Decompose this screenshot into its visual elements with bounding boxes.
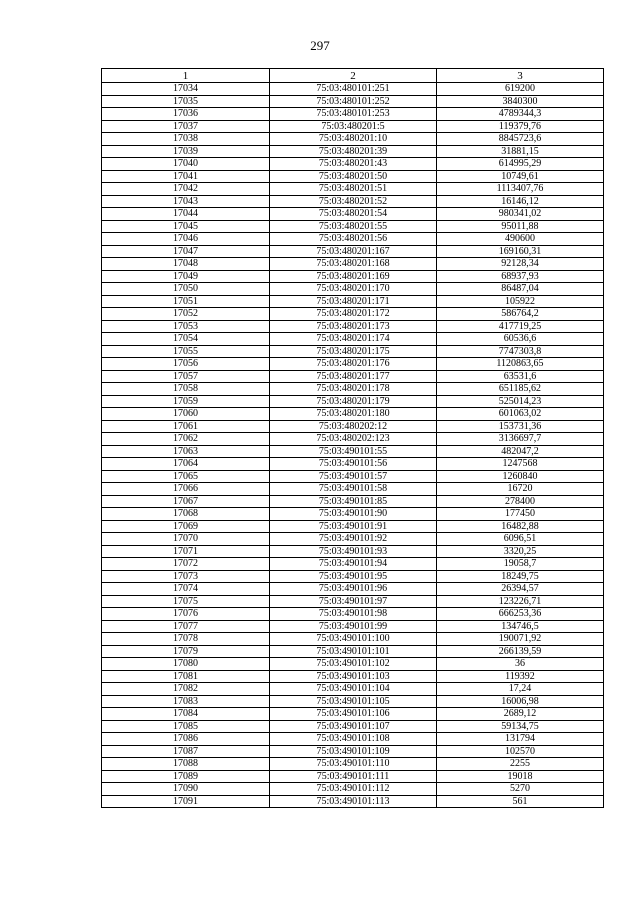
row-number-cell: 17077	[102, 620, 270, 633]
row-number-cell: 17037	[102, 120, 270, 133]
table-row	[102, 358, 604, 371]
row-number-cell: 17052	[102, 308, 270, 321]
cadastral-number-cell: 75:03:490101:108	[270, 733, 437, 746]
value-cell: 123226,71	[437, 595, 604, 608]
value-cell: 1120863,65	[437, 358, 604, 371]
cadastral-number-cell: 75:03:490101:103	[270, 670, 437, 683]
row-number-cell: 17076	[102, 608, 270, 621]
row-number-cell: 17083	[102, 695, 270, 708]
row-number-cell: 17088	[102, 758, 270, 771]
row-number-cell: 17081	[102, 670, 270, 683]
row-number-cell: 17072	[102, 558, 270, 571]
cadastral-number-cell: 75:03:490101:100	[270, 633, 437, 646]
table-row	[102, 120, 604, 133]
cadastral-number-cell: 75:03:490101:98	[270, 608, 437, 621]
table-row	[102, 520, 604, 533]
cadastral-number-cell: 75:03:490101:92	[270, 533, 437, 546]
value-cell: 102570	[437, 745, 604, 758]
cadastral-number-cell: 75:03:490101:56	[270, 458, 437, 471]
value-cell: 60536,6	[437, 333, 604, 346]
cadastral-number-cell: 75:03:490101:91	[270, 520, 437, 533]
table-row	[102, 695, 604, 708]
row-number-cell: 17078	[102, 633, 270, 646]
value-cell: 266139,59	[437, 645, 604, 658]
row-number-cell: 17054	[102, 333, 270, 346]
table-row	[102, 733, 604, 746]
row-number-cell: 17068	[102, 508, 270, 521]
cadastral-number-cell: 75:03:490101:94	[270, 558, 437, 571]
table-row	[102, 283, 604, 296]
row-number-cell: 17047	[102, 245, 270, 258]
value-cell: 119379,76	[437, 120, 604, 133]
row-number-cell: 17048	[102, 258, 270, 271]
cadastral-number-cell: 75:03:490101:97	[270, 595, 437, 608]
table-row	[102, 83, 604, 96]
cadastral-number-cell: 75:03:490101:101	[270, 645, 437, 658]
row-number-cell: 17034	[102, 83, 270, 96]
cadastral-number-cell: 75:03:490101:110	[270, 758, 437, 771]
value-cell: 6096,51	[437, 533, 604, 546]
cadastral-number-cell: 75:03:480201:173	[270, 320, 437, 333]
table-row	[102, 320, 604, 333]
table-row	[102, 458, 604, 471]
row-number-cell: 17062	[102, 433, 270, 446]
row-number-cell: 17091	[102, 795, 270, 808]
table-row	[102, 508, 604, 521]
value-cell: 417719,25	[437, 320, 604, 333]
row-number-cell: 17067	[102, 495, 270, 508]
row-number-cell: 17055	[102, 345, 270, 358]
cadastral-number-cell: 75:03:490101:111	[270, 770, 437, 783]
cadastral-number-cell: 75:03:490101:96	[270, 583, 437, 596]
data-table	[101, 68, 604, 808]
cadastral-number-cell: 75:03:490101:112	[270, 783, 437, 796]
row-number-cell: 17056	[102, 358, 270, 371]
page-number: 297	[310, 38, 330, 53]
row-number-cell: 17043	[102, 195, 270, 208]
cadastral-number-cell: 75:03:490101:104	[270, 683, 437, 696]
value-cell: 190071,92	[437, 633, 604, 646]
table-row	[102, 720, 604, 733]
cadastral-number-cell: 75:03:480201:167	[270, 245, 437, 258]
table-row	[102, 208, 604, 221]
row-number-cell: 17038	[102, 133, 270, 146]
table-row	[102, 470, 604, 483]
table-row	[102, 333, 604, 346]
table-header-row	[102, 69, 604, 83]
row-number-cell: 17066	[102, 483, 270, 496]
row-number-cell: 17035	[102, 95, 270, 108]
row-number-cell: 17087	[102, 745, 270, 758]
row-number-cell: 17090	[102, 783, 270, 796]
table-row	[102, 783, 604, 796]
value-cell: 2255	[437, 758, 604, 771]
value-cell: 68937,93	[437, 270, 604, 283]
table-row	[102, 445, 604, 458]
value-cell: 8845723,6	[437, 133, 604, 146]
row-number-cell: 17046	[102, 233, 270, 246]
value-cell: 614995,29	[437, 158, 604, 171]
cadastral-number-cell: 75:03:490101:57	[270, 470, 437, 483]
cadastral-number-cell: 75:03:480201:172	[270, 308, 437, 321]
cadastral-number-cell: 75:03:490101:58	[270, 483, 437, 496]
value-cell: 10749,61	[437, 170, 604, 183]
cadastral-number-cell: 75:03:480201:51	[270, 183, 437, 196]
table-row	[102, 570, 604, 583]
value-cell: 16720	[437, 483, 604, 496]
value-cell: 1113407,76	[437, 183, 604, 196]
cadastral-number-cell: 75:03:490101:90	[270, 508, 437, 521]
value-cell: 95011,88	[437, 220, 604, 233]
row-number-cell: 17064	[102, 458, 270, 471]
row-number-cell: 17060	[102, 408, 270, 421]
value-cell: 278400	[437, 495, 604, 508]
row-number-cell: 17061	[102, 420, 270, 433]
value-cell: 980341,02	[437, 208, 604, 221]
cadastral-number-cell: 75:03:480201:5	[270, 120, 437, 133]
value-cell: 16482,88	[437, 520, 604, 533]
cadastral-number-cell: 75:03:480101:251	[270, 83, 437, 96]
row-number-cell: 17074	[102, 583, 270, 596]
table-row	[102, 270, 604, 283]
value-cell: 490600	[437, 233, 604, 246]
table-row	[102, 295, 604, 308]
value-cell: 105922	[437, 295, 604, 308]
row-number-cell: 17065	[102, 470, 270, 483]
cadastral-number-cell: 75:03:480201:39	[270, 145, 437, 158]
value-cell: 177450	[437, 508, 604, 521]
row-number-cell: 17075	[102, 595, 270, 608]
table-row	[102, 758, 604, 771]
cadastral-number-cell: 75:03:490101:95	[270, 570, 437, 583]
table-row	[102, 595, 604, 608]
table-row	[102, 220, 604, 233]
value-cell: 1247568	[437, 458, 604, 471]
value-cell: 86487,04	[437, 283, 604, 296]
row-number-cell: 17079	[102, 645, 270, 658]
cadastral-number-cell: 75:03:480201:43	[270, 158, 437, 171]
value-cell: 92128,34	[437, 258, 604, 271]
row-number-cell: 17057	[102, 370, 270, 383]
table-row	[102, 408, 604, 421]
table-row	[102, 558, 604, 571]
row-number-cell: 17051	[102, 295, 270, 308]
row-number-cell: 17086	[102, 733, 270, 746]
table-row	[102, 533, 604, 546]
cadastral-number-cell: 75:03:490101:85	[270, 495, 437, 508]
cadastral-number-cell: 75:03:490101:107	[270, 720, 437, 733]
table-row	[102, 745, 604, 758]
row-number-cell: 17053	[102, 320, 270, 333]
value-cell: 16146,12	[437, 195, 604, 208]
cadastral-number-cell: 75:03:480201:174	[270, 333, 437, 346]
table-row	[102, 308, 604, 321]
row-number-cell: 17084	[102, 708, 270, 721]
table-row	[102, 233, 604, 246]
table-row	[102, 170, 604, 183]
value-cell: 18249,75	[437, 570, 604, 583]
row-number-cell: 17049	[102, 270, 270, 283]
table-row	[102, 133, 604, 146]
value-cell: 666253,36	[437, 608, 604, 621]
cadastral-number-cell: 75:03:480201:56	[270, 233, 437, 246]
table-row	[102, 608, 604, 621]
table-row	[102, 708, 604, 721]
table-row	[102, 495, 604, 508]
row-number-cell: 17070	[102, 533, 270, 546]
table-row	[102, 383, 604, 396]
value-cell: 7747303,8	[437, 345, 604, 358]
value-cell: 3136697,7	[437, 433, 604, 446]
value-cell: 36	[437, 658, 604, 671]
value-cell: 19018	[437, 770, 604, 783]
value-cell: 59134,75	[437, 720, 604, 733]
value-cell: 5270	[437, 783, 604, 796]
cadastral-number-cell: 75:03:480201:10	[270, 133, 437, 146]
value-cell: 16006,98	[437, 695, 604, 708]
table-row	[102, 370, 604, 383]
value-cell: 3320,25	[437, 545, 604, 558]
value-cell: 119392	[437, 670, 604, 683]
cadastral-number-cell: 75:03:480201:54	[270, 208, 437, 221]
cadastral-number-cell: 75:03:480201:180	[270, 408, 437, 421]
table-row	[102, 658, 604, 671]
table-row	[102, 545, 604, 558]
cadastral-number-cell: 75:03:480101:253	[270, 108, 437, 121]
cadastral-number-cell: 75:03:480201:50	[270, 170, 437, 183]
column-header: 1	[102, 69, 270, 83]
value-cell: 482047,2	[437, 445, 604, 458]
value-cell: 63531,6	[437, 370, 604, 383]
cadastral-number-cell: 75:03:480201:178	[270, 383, 437, 396]
row-number-cell: 17080	[102, 658, 270, 671]
row-number-cell: 17036	[102, 108, 270, 121]
value-cell: 619200	[437, 83, 604, 96]
cadastral-number-cell: 75:03:480201:55	[270, 220, 437, 233]
table-row	[102, 108, 604, 121]
column-header: 3	[437, 69, 604, 83]
row-number-cell: 17042	[102, 183, 270, 196]
table-row	[102, 158, 604, 171]
row-number-cell: 17044	[102, 208, 270, 221]
cadastral-number-cell: 75:03:490101:113	[270, 795, 437, 808]
cadastral-number-cell: 75:03:490101:93	[270, 545, 437, 558]
row-number-cell: 17040	[102, 158, 270, 171]
row-number-cell: 17069	[102, 520, 270, 533]
value-cell: 19058,7	[437, 558, 604, 571]
cadastral-number-cell: 75:03:480101:252	[270, 95, 437, 108]
row-number-cell: 17071	[102, 545, 270, 558]
cadastral-number-cell: 75:03:480201:170	[270, 283, 437, 296]
cadastral-number-cell: 75:03:480201:179	[270, 395, 437, 408]
cadastral-number-cell: 75:03:480201:52	[270, 195, 437, 208]
table-row	[102, 195, 604, 208]
cadastral-number-cell: 75:03:490101:102	[270, 658, 437, 671]
table-row	[102, 633, 604, 646]
value-cell: 17,24	[437, 683, 604, 696]
cadastral-number-cell: 75:03:480201:175	[270, 345, 437, 358]
row-number-cell: 17063	[102, 445, 270, 458]
row-number-cell: 17058	[102, 383, 270, 396]
row-number-cell: 17085	[102, 720, 270, 733]
table-row	[102, 683, 604, 696]
cadastral-number-cell: 75:03:490101:55	[270, 445, 437, 458]
table-row	[102, 420, 604, 433]
table-row	[102, 95, 604, 108]
row-number-cell: 17050	[102, 283, 270, 296]
table-row	[102, 770, 604, 783]
cadastral-number-cell: 75:03:480202:123	[270, 433, 437, 446]
value-cell: 169160,31	[437, 245, 604, 258]
table-row	[102, 245, 604, 258]
cadastral-number-cell: 75:03:480201:176	[270, 358, 437, 371]
table-row	[102, 183, 604, 196]
value-cell: 2689,12	[437, 708, 604, 721]
row-number-cell: 17089	[102, 770, 270, 783]
cadastral-number-cell: 75:03:480201:177	[270, 370, 437, 383]
row-number-cell: 17073	[102, 570, 270, 583]
column-header: 2	[270, 69, 437, 83]
table-row	[102, 345, 604, 358]
table-row	[102, 483, 604, 496]
value-cell: 1260840	[437, 470, 604, 483]
table-row	[102, 395, 604, 408]
table-row	[102, 583, 604, 596]
cadastral-number-cell: 75:03:480201:169	[270, 270, 437, 283]
value-cell: 525014,23	[437, 395, 604, 408]
cadastral-number-cell: 75:03:490101:105	[270, 695, 437, 708]
row-number-cell: 17059	[102, 395, 270, 408]
value-cell: 3840300	[437, 95, 604, 108]
value-cell: 561	[437, 795, 604, 808]
cadastral-number-cell: 75:03:480202:12	[270, 420, 437, 433]
value-cell: 601063,02	[437, 408, 604, 421]
table-row	[102, 145, 604, 158]
table-row	[102, 433, 604, 446]
value-cell: 651185,62	[437, 383, 604, 396]
row-number-cell: 17041	[102, 170, 270, 183]
cadastral-number-cell: 75:03:490101:106	[270, 708, 437, 721]
table-row	[102, 620, 604, 633]
cadastral-number-cell: 75:03:480201:168	[270, 258, 437, 271]
value-cell: 4789344,3	[437, 108, 604, 121]
row-number-cell: 17082	[102, 683, 270, 696]
cadastral-number-cell: 75:03:480201:171	[270, 295, 437, 308]
table-row	[102, 645, 604, 658]
table-body	[102, 83, 604, 808]
table-row	[102, 795, 604, 808]
value-cell: 153731,36	[437, 420, 604, 433]
value-cell: 134746,5	[437, 620, 604, 633]
value-cell: 31881,15	[437, 145, 604, 158]
value-cell: 26394,57	[437, 583, 604, 596]
cadastral-number-cell: 75:03:490101:109	[270, 745, 437, 758]
row-number-cell: 17045	[102, 220, 270, 233]
table-row	[102, 258, 604, 271]
row-number-cell: 17039	[102, 145, 270, 158]
value-cell: 131794	[437, 733, 604, 746]
cadastral-number-cell: 75:03:490101:99	[270, 620, 437, 633]
table-row	[102, 670, 604, 683]
value-cell: 586764,2	[437, 308, 604, 321]
